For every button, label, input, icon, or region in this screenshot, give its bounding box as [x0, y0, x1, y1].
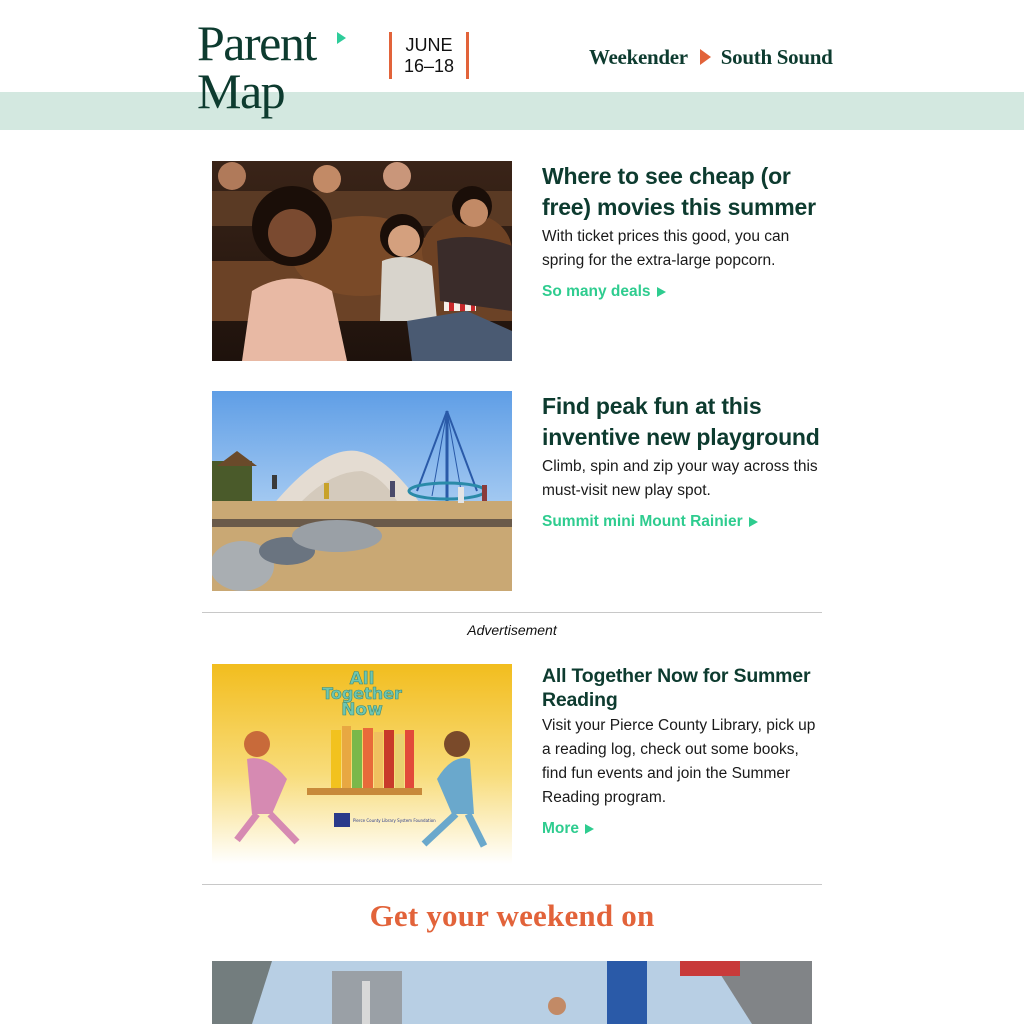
ad-art-text-together: Together: [322, 684, 402, 703]
summit-mount-rainier-link[interactable]: [542, 513, 758, 531]
ad-art-text-all: All: [349, 669, 375, 689]
cta-label: Summit mini Mount Rainier: [542, 513, 743, 530]
parentmap-logo[interactable]: [197, 16, 357, 120]
movie-theater-photo[interactable]: [212, 161, 512, 361]
play-arrow-icon: [585, 824, 594, 834]
article-title[interactable]: Find peak fun at this inventive new playground: [542, 393, 820, 450]
section-heading: Get your weekend on: [369, 898, 655, 933]
logo-line1: Parent: [197, 15, 316, 71]
ad-art-text-now: Now: [341, 700, 383, 720]
advertisement-label: Advertisement: [467, 622, 557, 638]
play-arrow-icon: [749, 517, 758, 527]
play-arrow-icon: [657, 287, 666, 297]
breadcrumb: [589, 44, 833, 70]
ad-sponsor-text: Pierce County Library System Foundation: [353, 818, 436, 823]
header-band: [0, 92, 1024, 130]
divider: [202, 612, 822, 613]
article-description: Climb, spin and zip your way across this must-visit new play spot.: [542, 458, 818, 499]
logo-line2: Map: [197, 63, 285, 119]
more-link[interactable]: [542, 820, 594, 838]
issue-date: [389, 32, 469, 79]
all-together-now-ad-image[interactable]: [212, 664, 512, 864]
breadcrumb-weekender[interactable]: Weekender: [589, 44, 688, 69]
article-text: [542, 161, 824, 301]
issue-date-month: JUNE: [405, 35, 453, 55]
weekend-playground-photo[interactable]: [212, 961, 812, 1024]
article-description: Visit your Pierce County Library, pick up a reading log, check out some books, find fun events and join the Summer Reading program.: [542, 717, 816, 806]
logo-play-icon: [337, 32, 346, 44]
article-description: With ticket prices this good, you can spring for the extra-large popcorn.: [542, 228, 790, 269]
issue-date-days: 16–18: [403, 56, 455, 76]
breadcrumb-arrow-icon: [700, 49, 711, 65]
playground-photo[interactable]: [212, 391, 512, 591]
divider: [202, 884, 822, 885]
article-text: [542, 391, 824, 531]
article-text: [542, 664, 824, 838]
cta-label: So many deals: [542, 283, 651, 300]
cta-label: More: [542, 820, 580, 837]
so-many-deals-link[interactable]: [542, 283, 666, 301]
article-title[interactable]: Where to see cheap (or free) movies this summer: [542, 163, 816, 220]
breadcrumb-south-sound[interactable]: South Sound: [720, 44, 833, 69]
article-title[interactable]: All Together Now for Summer Reading: [542, 665, 811, 711]
